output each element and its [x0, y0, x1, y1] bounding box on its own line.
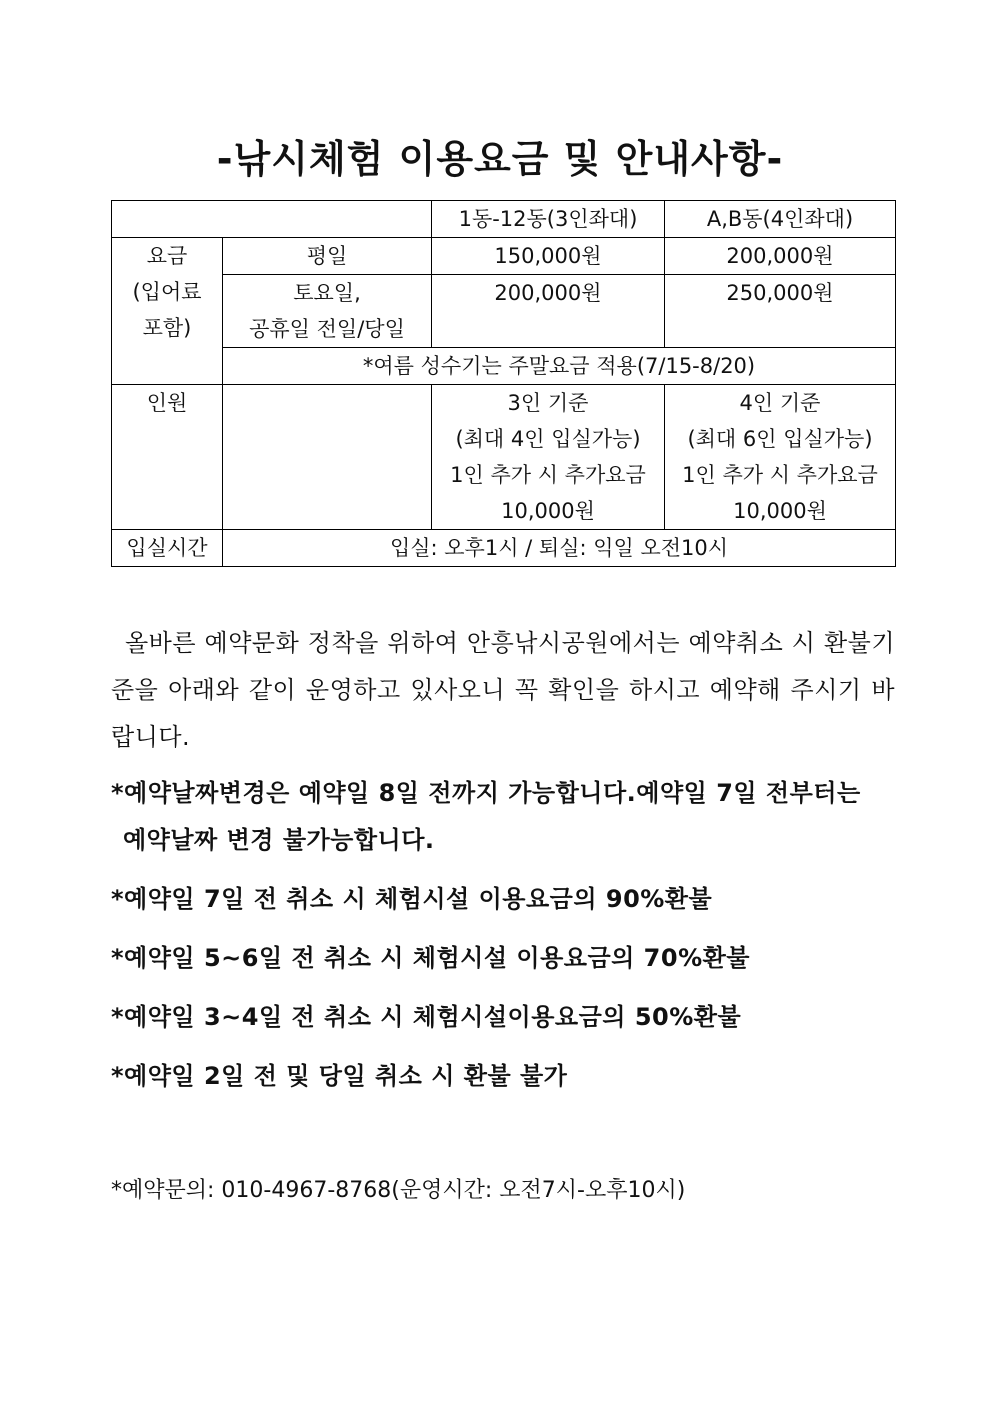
header-col1: 1동-12동(3인좌대) — [432, 201, 665, 238]
people-label: 인원 — [112, 385, 223, 530]
fee-label: 요금 (입어료 포함) — [112, 238, 223, 385]
page-title: -낚시체험 이용요금 및 안내사항- — [216, 137, 784, 181]
weekend-label: 토요일, 공휴일 전일/당일 — [223, 275, 432, 348]
weekday-price-col2: 200,000원 — [665, 238, 896, 275]
contact-info: *예약문의: 010-4967-8768(운영시간: 오전7시-오후10시) — [111, 1178, 686, 1203]
fee-table — [111, 200, 896, 567]
people-row — [112, 385, 896, 530]
note-date-change — [111, 770, 901, 864]
weekend-price-col1: 200,000원 — [432, 275, 665, 348]
summer-note: *여름 성수기는 주말요금 적용(7/15-8/20) — [223, 348, 896, 385]
note-no-refund: *예약일 2일 전 및 당일 취소 시 환불 불가 — [111, 1062, 568, 1090]
people-empty — [223, 385, 432, 530]
header-col2: A,B동(4인좌대) — [665, 201, 896, 238]
note-line-continued: 예약날짜 변경 불가능합니다. — [123, 826, 435, 854]
note-refund-7days: *예약일 7일 전 취소 시 체험시설 이용요금의 90%환불 — [111, 885, 713, 913]
checkin-value: 입실: 오후1시 / 퇴실: 익일 오전10시 — [223, 530, 896, 567]
table-header-row — [112, 201, 896, 238]
note-line: *예약날짜변경은 예약일 8일 전까지 가능합니다.예약일 7일 전부터는 — [111, 779, 861, 807]
intro-paragraph: 올바른 예약문화 정착을 위하여 안흥낚시공원에서는 예약취소 시 환불기준을 아래와 같이 운영하고 있사오니 꼭 확인을 하시고 예약해 주시기 바랍니다. — [111, 629, 895, 751]
weekend-price-col2: 250,000원 — [665, 275, 896, 348]
note-refund-5-6days: *예약일 5~6일 전 취소 시 체험시설 이용요금의 70%환불 — [111, 944, 750, 972]
weekend-row — [112, 275, 896, 348]
refund-notes — [111, 770, 901, 1112]
people-col1: 3인 기준 (최대 4인 입실가능) 1인 추가 시 추가요금 10,000원 — [432, 385, 665, 530]
people-col2: 4인 기준 (최대 6인 입실가능) 1인 추가 시 추가요금 10,000원 — [665, 385, 896, 530]
checkin-row — [112, 530, 896, 567]
weekday-price-col1: 150,000원 — [432, 238, 665, 275]
weekday-label: 평일 — [223, 238, 432, 275]
note-refund-3-4days: *예약일 3~4일 전 취소 시 체험시설이용요금의 50%환불 — [111, 1003, 742, 1031]
table-header-empty — [112, 201, 432, 238]
checkin-label: 입실시간 — [112, 530, 223, 567]
weekday-row — [112, 238, 896, 275]
summer-note-row — [112, 348, 896, 385]
